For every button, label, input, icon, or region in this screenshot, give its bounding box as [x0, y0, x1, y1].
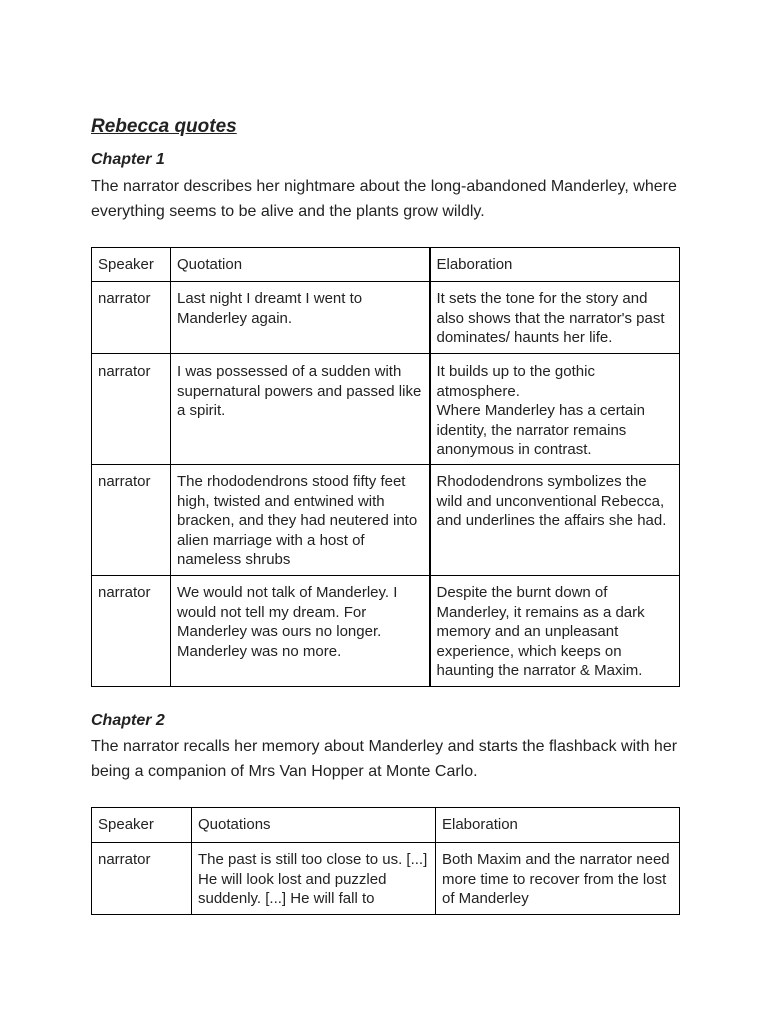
chapter-2-quotes-table — [91, 807, 680, 915]
speaker-cell: narrator — [92, 282, 171, 354]
table-row — [92, 843, 680, 915]
quote-cell: The past is still too close to us. [...] He will look lost and puzzled suddenly. [...] He will fall to — [192, 843, 436, 915]
chapter-2-heading: Chapter 2 — [91, 712, 165, 729]
column-header-quotations: Quotations — [192, 808, 436, 843]
column-header-elaboration: Elaboration — [436, 808, 680, 843]
elaboration-cell: Both Maxim and the narrator need more time to recover from the lost of Manderley — [436, 843, 680, 915]
speaker-cell: narrator — [92, 354, 171, 465]
chapter-1-quotes-table — [91, 247, 680, 687]
table-header-row — [92, 248, 680, 282]
quote-cell: The rhododendrons stood fifty feet high, twisted and entwined with bracken, and they had neutered into alien marriage with a host of nameless shrubs — [171, 465, 430, 576]
table-row — [92, 465, 680, 576]
table-row — [92, 576, 680, 687]
speaker-cell: narrator — [92, 843, 192, 915]
quote-cell: We would not talk of Manderley. I would not tell my dream. For Manderley was ours no longer. Manderley was no more. — [171, 576, 430, 687]
column-header-quotation: Quotation — [171, 248, 430, 282]
quote-cell: I was possessed of a sudden with supernatural powers and passed like a spirit. — [171, 354, 430, 465]
chapter-2-summary: The narrator recalls her memory about Manderley and starts the flashback with her being a companion of Mrs Van Hopper at Monte Carlo. — [91, 738, 678, 780]
elaboration-cell: Rhododendrons symbolizes the wild and unconventional Rebecca, and underlines the affairs she had. — [430, 465, 680, 576]
elaboration-cell: It builds up to the gothic atmosphere. Where Manderley has a certain identity, the narrator remains anonymous in contrast. — [430, 354, 680, 465]
table-row — [92, 282, 680, 354]
elaboration-cell: It sets the tone for the story and also shows that the narrator's past dominates/ haunts her life. — [430, 282, 680, 354]
quote-cell: Last night I dreamt I went to Manderley again. — [171, 282, 430, 354]
chapter-1-heading: Chapter 1 — [91, 151, 165, 168]
column-header-speaker: Speaker — [92, 808, 192, 843]
column-header-speaker: Speaker — [92, 248, 171, 282]
table-header-row — [92, 808, 680, 843]
table-row — [92, 354, 680, 465]
elaboration-cell: Despite the burnt down of Manderley, it remains as a dark memory and an unpleasant experience, which keeps on haunting the narrator & Maxim. — [430, 576, 680, 687]
speaker-cell: narrator — [92, 576, 171, 687]
chapter-1-summary: The narrator describes her nightmare about the long-abandoned Manderley, where everything seems to be alive and the plants grow wildly. — [91, 178, 677, 220]
document-title: Rebecca quotes — [91, 116, 237, 137]
column-header-elaboration: Elaboration — [430, 248, 680, 282]
speaker-cell: narrator — [92, 465, 171, 576]
